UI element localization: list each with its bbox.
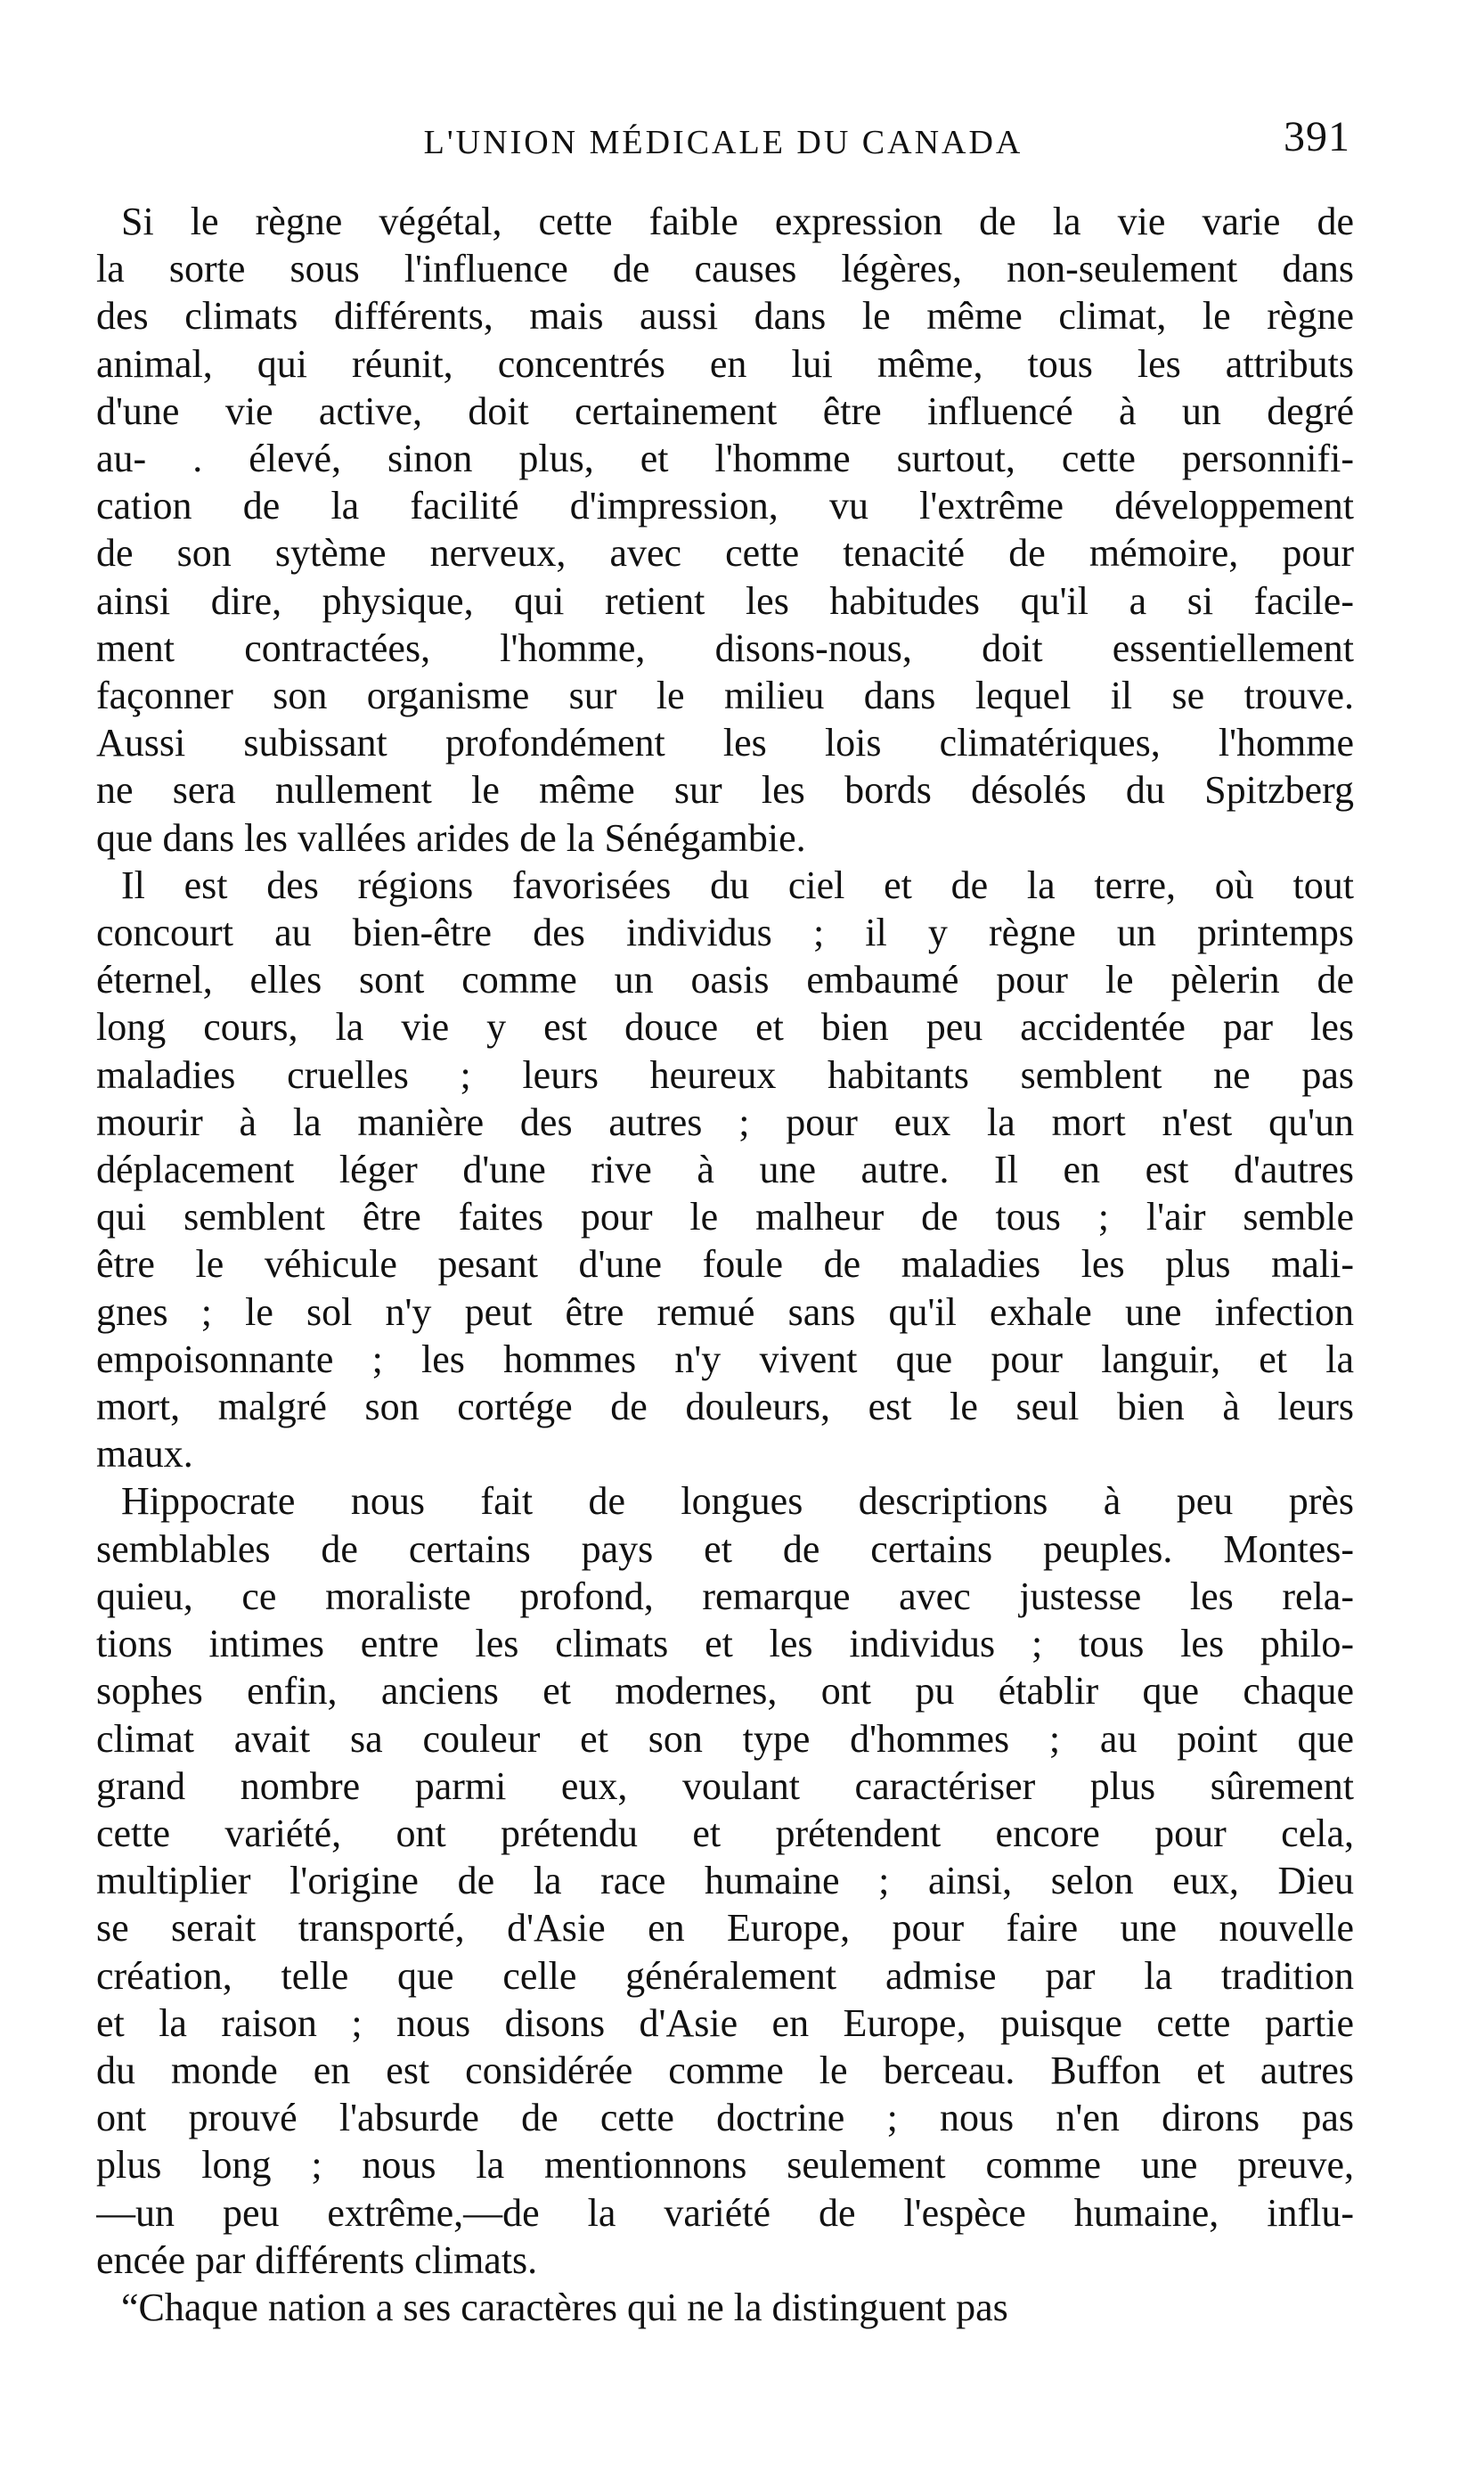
text-line: gnes ; le sol n'y peut être remué sans qu'il exhale une infection — [96, 1289, 1354, 1334]
text-line: de son sytème nerveux, avec cette tenacité de mémoire, pour — [96, 531, 1354, 576]
text-line: “Chaque nation a ses caractères qui ne la distinguent pas — [121, 2285, 1008, 2329]
text-line: mourir à la manière des autres ; pour eux la mort n'est qu'un — [96, 1100, 1354, 1144]
text-line: cette variété, ont prétendu et prétendent encore pour cela, — [96, 1811, 1354, 1855]
text-line: climat avait sa couleur et son type d'hommes ; au point que — [96, 1716, 1354, 1761]
text-line: être le véhicule pesant d'une foule de maladies les plus mali- — [96, 1242, 1354, 1287]
text-line: tions intimes entre les climats et les individus ; tous les philo- — [96, 1622, 1354, 1666]
paragraph — [96, 862, 1354, 1478]
text-line: ainsi dire, physique, qui retient les habitudes qu'il a si facile- — [96, 578, 1354, 623]
text-line: création, telle que celle généralement admise par la tradition — [96, 1953, 1354, 1998]
page-number: 391 — [1284, 113, 1350, 160]
text-line: maladies cruelles ; leurs heureux habitants semblent ne pas — [96, 1052, 1354, 1097]
text-line: multiplier l'origine de la race humaine ; ainsi, selon eux, Dieu — [96, 1859, 1354, 1903]
paragraph — [96, 198, 1354, 862]
text-line: Aussi subissant profondément les lois climatériques, l'homme — [96, 721, 1354, 765]
text-line: façonner son organisme sur le milieu dans lequel il se trouve. — [96, 674, 1354, 718]
text-line: Il est des régions favorisées du ciel et de la terre, où tout — [121, 863, 1354, 907]
text-line: ment contractées, l'homme, disons-nous, doit essentiellement — [96, 626, 1354, 670]
running-title: L'UNION MÉDICALE DU CANADA — [423, 124, 1023, 161]
text-line: concourt au bien-être des individus ; il y règne un printemps — [96, 911, 1354, 955]
text-line: cation de la facilité d'impression, vu l'extrême développement — [96, 484, 1354, 528]
text-line: —un peu extrême,—de la variété de l'espèce humaine, influ- — [96, 2190, 1354, 2235]
text-line: sophes enfin, anciens et modernes, ont pu établir que chaque — [96, 1669, 1354, 1713]
text-line: la sorte sous l'influence de causes légères, non-seulement dans — [96, 247, 1354, 291]
text-line: grand nombre parmi eux, voulant caractériser plus sûrement — [96, 1763, 1354, 1808]
text-line: éternel, elles sont comme un oasis embaumé pour le pèlerin de — [96, 958, 1354, 1002]
text-line: d'une vie active, doit certainement être influencé à un degré — [96, 388, 1354, 433]
text-line: maux. — [96, 1432, 193, 1476]
text-line: du monde en est considérée comme le berceau. Buffon et autres — [96, 2048, 1354, 2092]
text-line: plus long ; nous la mentionnons seulement comme une preuve, — [96, 2143, 1354, 2188]
text-line: se serait transporté, d'Asie en Europe, pour faire une nouvelle — [96, 1906, 1354, 1951]
text-line: que dans les vallées arides de la Sénégambie. — [96, 815, 806, 860]
text-line: des climats différents, mais aussi dans le même climat, le règne — [96, 294, 1354, 339]
text-line: qui semblent être faites pour le malheur de tous ; l'air semble — [96, 1195, 1354, 1239]
text-line: encée par différents climats. — [96, 2237, 538, 2282]
text-line: ne sera nullement le même sur les bords désolés du Spitzberg — [96, 768, 1354, 813]
text-line: ont prouvé l'absurde de cette doctrine ; nous n'en dirons pas — [96, 2096, 1354, 2140]
text-line: animal, qui réunit, concentrés en lui même, tous les attributs — [96, 341, 1354, 386]
body-text — [96, 198, 1354, 2331]
text-line: quieu, ce moraliste profond, remarque avec justesse les rela- — [96, 1574, 1354, 1618]
text-line: au- . élevé, sinon plus, et l'homme surtout, cette personnifi- — [96, 437, 1354, 481]
text-line: Si le règne végétal, cette faible expression de la vie varie de — [121, 200, 1354, 243]
text-line: empoisonnante ; les hommes n'y vivent que pour languir, et la — [96, 1337, 1354, 1381]
text-line: et la raison ; nous disons d'Asie en Europe, puisque cette partie — [96, 2000, 1354, 2045]
paragraph — [96, 2284, 1354, 2331]
text-line: semblables de certains pays et de certains peuples. Montes- — [96, 1526, 1354, 1571]
paragraph — [96, 1477, 1354, 2283]
running-head — [96, 105, 1350, 176]
text-line: mort, malgré son cortége de douleurs, est le seul bien à leurs — [96, 1385, 1354, 1429]
text-line: Hippocrate nous fait de longues descriptions à peu près — [121, 1479, 1354, 1524]
text-line: long cours, la vie y est douce et bien peu accidentée par les — [96, 1005, 1354, 1050]
text-line: déplacement léger d'une rive à une autre. Il en est d'autres — [96, 1148, 1354, 1192]
